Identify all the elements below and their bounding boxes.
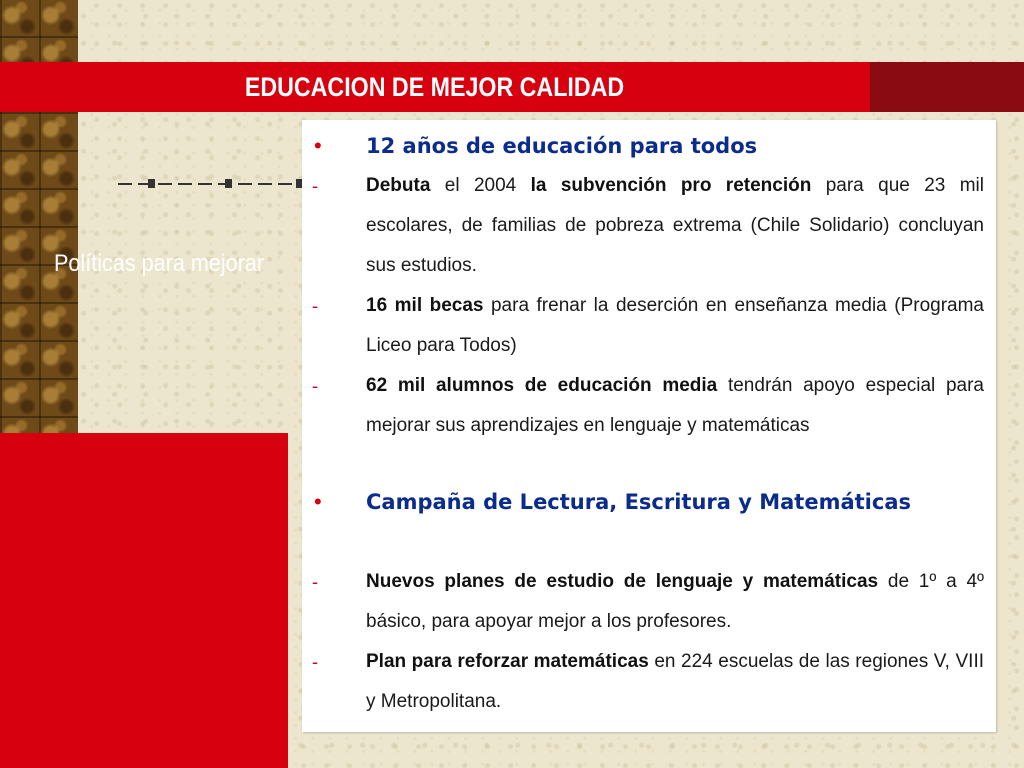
section-heading: 12 años de educación para todos xyxy=(366,134,758,158)
slide-title: EDUCACION DE MEJOR CALIDAD xyxy=(245,71,625,102)
divider-dot xyxy=(225,179,232,188)
item-text: tendrán apoyo especial para mejorar sus aprendizajes en lenguaje y matemáticas xyxy=(366,375,985,436)
dash-icon: - xyxy=(312,572,318,592)
dash-icon: - xyxy=(312,652,318,672)
list-item-text xyxy=(366,166,984,286)
item-bold: Nuevos planes de estudio de lenguaje y matemáticas xyxy=(366,571,879,592)
dash-icon: - xyxy=(312,176,318,196)
section-heading-row xyxy=(302,126,996,166)
item-text: para frenar la deserción en enseñanza media (Programa Liceo para Todos) xyxy=(366,295,984,356)
section-education-for-all xyxy=(302,126,996,446)
item-text: en 224 escuelas de las regiones V, VIII y Metropolitana. xyxy=(366,651,985,712)
list-item xyxy=(302,642,996,722)
item-text: el 2004 xyxy=(430,175,531,196)
dashed-divider xyxy=(118,183,303,185)
bullet-icon: • xyxy=(314,489,322,514)
item-text: de 1º a 4º básico, para apoyar mejor a los profesores. xyxy=(366,571,984,632)
divider-dot xyxy=(148,179,155,188)
title-bar xyxy=(0,62,870,112)
dash-icon: - xyxy=(312,376,318,396)
list-item xyxy=(302,166,996,286)
dash-icon: - xyxy=(312,296,318,316)
red-decor-block xyxy=(0,433,288,768)
list-item-text xyxy=(366,642,984,722)
bullet-icon: • xyxy=(314,133,322,158)
list-item xyxy=(302,562,996,642)
item-bold: Plan para reforzar matemáticas xyxy=(366,651,649,672)
list-item-text xyxy=(366,562,984,642)
content-panel xyxy=(302,120,996,732)
item-bold: la subvención pro retención xyxy=(530,175,812,196)
section-heading: Campaña de Lectura, Escritura y Matemáticas xyxy=(366,490,911,514)
item-bold: 16 mil becas xyxy=(366,295,484,316)
title-bar-accent xyxy=(870,62,1024,112)
list-item xyxy=(302,286,996,366)
list-item-text xyxy=(366,366,984,446)
item-text: para que 23 mil escolares, de familias de pobreza extrema (Chile Solidario) concluyan sus estudios. xyxy=(366,175,984,276)
item-bold: 62 mil alumnos de educación media xyxy=(366,375,718,396)
list-item xyxy=(302,366,996,446)
slide-subtitle: Políticas para mejorar xyxy=(54,250,265,277)
list-item-text xyxy=(366,286,984,366)
section-reading-campaign xyxy=(302,482,996,722)
section-heading-row xyxy=(302,482,996,562)
item-bold: Debuta xyxy=(366,175,431,196)
